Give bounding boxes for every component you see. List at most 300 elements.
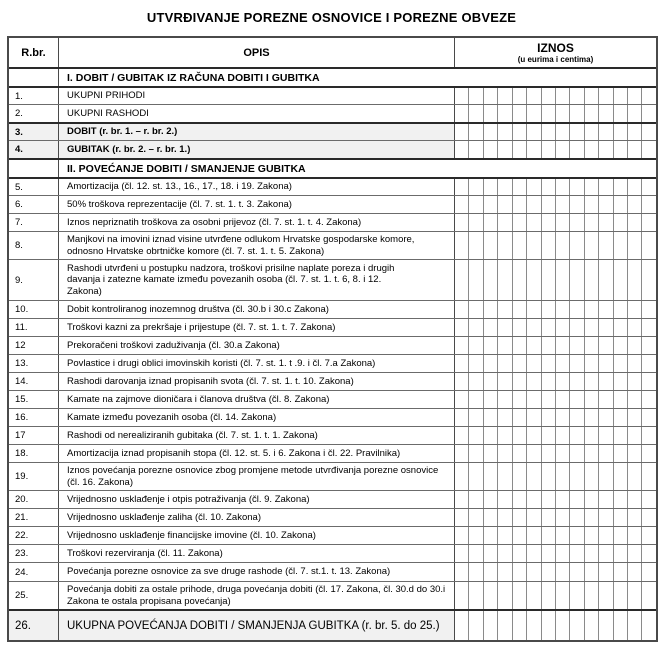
amount-digit-cell: [541, 373, 555, 390]
amount-digit-cell: [468, 563, 482, 581]
amount-digit-cell: [468, 260, 482, 300]
amount-digit-cell: [641, 301, 655, 318]
amount-digit-cell: [598, 88, 612, 104]
amount-digit-cell: [613, 141, 627, 158]
amount-digit-cell: [541, 491, 555, 508]
amount-digit-cell: [468, 105, 482, 122]
amount-digit-cell: [627, 124, 641, 140]
amount-digit-cell: [468, 232, 482, 259]
amount-digit-cell: [455, 373, 468, 390]
amount-digit-cell: [483, 563, 497, 581]
amount-digit-cell: [455, 337, 468, 354]
amount-digit-cell: [584, 545, 598, 562]
table-row-26: [9, 609, 656, 640]
amount-digit-cell: [497, 355, 511, 372]
table-row-6: [9, 195, 656, 213]
row-description: Amortizacija (čl. 12. st. 13., 16., 17., 18. i 19. Zakona): [67, 181, 292, 193]
row-description: Iznos povećanja porezne osnovice zbog promjene metode utvrđivanja porezne osnovice (čl. 16. Zakona): [67, 465, 439, 488]
amount-field[interactable]: [454, 124, 656, 140]
amount-digit-cell: [541, 319, 555, 336]
amount-digit-cell: [512, 124, 526, 140]
amount-digit-cell: [455, 179, 468, 195]
amount-digit-cell: [569, 373, 583, 390]
amount-digit-cell: [613, 355, 627, 372]
page-title: UTVRĐIVANJE POREZNE OSNOVICE I POREZNE OBVEZE: [146, 10, 517, 25]
table-row-23: [9, 544, 656, 562]
amount-digit-cell: [483, 301, 497, 318]
amount-digit-cell: [641, 582, 655, 609]
amount-digit-cell: [526, 232, 540, 259]
amount-field[interactable]: [454, 337, 656, 354]
amount-digit-cell: [455, 563, 468, 581]
amount-digit-cell: [555, 509, 569, 526]
amount-field[interactable]: [454, 509, 656, 526]
amount-digit-cell: [598, 214, 612, 231]
amount-digit-cell: [613, 491, 627, 508]
amount-digit-cell: [526, 427, 540, 444]
amount-digit-cell: [526, 509, 540, 526]
amount-digit-cell: [584, 260, 598, 300]
amount-digit-cell: [468, 545, 482, 562]
amount-digit-cell: [627, 319, 641, 336]
amount-digit-cell: [455, 445, 468, 462]
amount-digit-cell: [497, 179, 511, 195]
row-number: 11.: [9, 319, 59, 336]
amount-field[interactable]: [454, 373, 656, 390]
amount-digit-cell: [555, 463, 569, 490]
amount-digit-cell: [641, 491, 655, 508]
amount-digit-cell: [455, 611, 468, 640]
amount-digit-cell: [526, 491, 540, 508]
amount-digit-cell: [584, 337, 598, 354]
amount-digit-cell: [555, 445, 569, 462]
amount-digit-cell: [541, 527, 555, 544]
table-row-16: [9, 408, 656, 426]
amount-digit-cell: [497, 88, 511, 104]
amount-field[interactable]: [454, 232, 656, 259]
table-row-13: [9, 354, 656, 372]
amount-digit-cell: [483, 545, 497, 562]
amount-digit-cell: [555, 545, 569, 562]
amount-digit-cell: [468, 491, 482, 508]
amount-digit-cell: [512, 563, 526, 581]
amount-digit-cell: [641, 611, 655, 640]
amount-digit-cell: [569, 427, 583, 444]
amount-digit-cell: [627, 409, 641, 426]
table-row-12: [9, 336, 656, 354]
amount-digit-cell: [641, 179, 655, 195]
amount-field[interactable]: [454, 355, 656, 372]
amount-field[interactable]: [454, 491, 656, 508]
table-row-19: [9, 462, 656, 490]
amount-digit-cell: [468, 196, 482, 213]
amount-digit-cell: [497, 196, 511, 213]
table-row-4: [9, 140, 656, 158]
row-number: 21.: [9, 509, 59, 526]
amount-digit-cell: [613, 337, 627, 354]
row-description: 50% troškova reprezentacije (čl. 7. st. 1. t. 3. Zakona): [67, 198, 292, 210]
amount-digit-cell: [613, 527, 627, 544]
amount-digit-cell: [613, 124, 627, 140]
amount-digit-cell: [497, 611, 511, 640]
amount-digit-cell: [598, 179, 612, 195]
amount-digit-cell: [512, 509, 526, 526]
row-number: 12: [9, 337, 59, 354]
amount-digit-cell: [627, 105, 641, 122]
amount-digit-cell: [497, 301, 511, 318]
amount-digit-cell: [598, 301, 612, 318]
amount-digit-cell: [584, 391, 598, 408]
amount-digit-cell: [555, 582, 569, 609]
amount-digit-cell: [584, 491, 598, 508]
amount-field[interactable]: [454, 611, 656, 640]
amount-digit-cell: [598, 611, 612, 640]
amount-digit-cell: [641, 409, 655, 426]
row-description: Rashodi utvrđeni u postupku nadzora, troškovi prisilne naplate poreza i drugih davanja i zatezne kamate između povezanih osoba (čl. 7. st. 1. t. 6, 8. i 12. Zakona): [67, 262, 395, 297]
amount-digit-cell: [526, 373, 540, 390]
amount-digit-cell: [541, 409, 555, 426]
amount-digit-cell: [483, 232, 497, 259]
amount-digit-cell: [584, 509, 598, 526]
table-row-7: [9, 213, 656, 231]
amount-digit-cell: [598, 427, 612, 444]
row-description: Vrijednosno usklađenje financijske imovine (čl. 10. Zakona): [67, 529, 316, 541]
amount-digit-cell: [613, 445, 627, 462]
amount-digit-cell: [497, 509, 511, 526]
amount-digit-cell: [483, 105, 497, 122]
amount-digit-cell: [641, 88, 655, 104]
amount-field[interactable]: [454, 179, 656, 195]
amount-digit-cell: [483, 337, 497, 354]
amount-digit-cell: [613, 563, 627, 581]
amount-digit-cell: [569, 179, 583, 195]
amount-digit-cell: [584, 196, 598, 213]
amount-digit-cell: [613, 545, 627, 562]
row-number: 3.: [9, 124, 59, 140]
amount-digit-cell: [555, 427, 569, 444]
amount-digit-cell: [526, 611, 540, 640]
row-number: 18.: [9, 445, 59, 462]
amount-digit-cell: [512, 527, 526, 544]
amount-digit-cell: [455, 232, 468, 259]
amount-digit-cell: [569, 563, 583, 581]
amount-digit-cell: [455, 509, 468, 526]
amount-digit-cell: [541, 337, 555, 354]
amount-digit-cell: [641, 141, 655, 158]
amount-digit-cell: [584, 88, 598, 104]
amount-digit-cell: [613, 301, 627, 318]
amount-digit-cell: [455, 88, 468, 104]
amount-digit-cell: [569, 260, 583, 300]
amount-digit-cell: [598, 232, 612, 259]
row-description: Troškovi kazni za prekršaje i prijestupe (čl. 7. st. 1. t. 7. Zakona): [67, 321, 336, 333]
amount-digit-cell: [555, 611, 569, 640]
amount-digit-cell: [569, 355, 583, 372]
amount-digit-cell: [555, 196, 569, 213]
section-row-1: [9, 67, 656, 86]
amount-digit-cell: [468, 355, 482, 372]
amount-digit-cell: [584, 232, 598, 259]
amount-field[interactable]: [454, 196, 656, 213]
table-row-14: [9, 372, 656, 390]
table-row-11: [9, 318, 656, 336]
amount-digit-cell: [641, 214, 655, 231]
amount-digit-cell: [627, 196, 641, 213]
row-description: UKUPNI RASHODI: [67, 107, 149, 119]
header-opis: OPIS: [243, 46, 270, 59]
amount-digit-cell: [569, 337, 583, 354]
amount-digit-cell: [627, 179, 641, 195]
amount-digit-cell: [541, 563, 555, 581]
amount-digit-cell: [598, 124, 612, 140]
row-description: Povećanja dobiti za ostale prihode, druga povećanja dobiti (čl. 17. Zakona, čl. 30.d do 30.i Zakona te ostala propisana povećanja): [67, 584, 446, 607]
amount-digit-cell: [512, 373, 526, 390]
amount-digit-cell: [526, 445, 540, 462]
amount-digit-cell: [497, 582, 511, 609]
row-number: 6.: [9, 196, 59, 213]
amount-digit-cell: [598, 491, 612, 508]
amount-digit-cell: [613, 509, 627, 526]
amount-digit-cell: [584, 582, 598, 609]
amount-digit-cell: [569, 88, 583, 104]
amount-digit-cell: [555, 355, 569, 372]
amount-digit-cell: [627, 355, 641, 372]
amount-digit-cell: [468, 214, 482, 231]
amount-digit-cell: [497, 545, 511, 562]
table-row-9: [9, 259, 656, 300]
amount-digit-cell: [613, 391, 627, 408]
amount-digit-cell: [512, 445, 526, 462]
amount-digit-cell: [468, 124, 482, 140]
amount-field[interactable]: [454, 214, 656, 231]
amount-digit-cell: [598, 409, 612, 426]
row-number: 26.: [9, 611, 59, 640]
amount-digit-cell: [555, 232, 569, 259]
amount-digit-cell: [584, 409, 598, 426]
amount-digit-cell: [483, 196, 497, 213]
amount-digit-cell: [526, 179, 540, 195]
amount-digit-cell: [455, 463, 468, 490]
row-description: Amortizacija iznad propisanih stopa (čl. 12. st. 5. i 6. Zakona i čl. 22. Pravilnika): [67, 447, 401, 459]
amount-digit-cell: [455, 260, 468, 300]
amount-digit-cell: [584, 611, 598, 640]
amount-digit-cell: [598, 563, 612, 581]
table-row-18: [9, 444, 656, 462]
amount-field[interactable]: [454, 391, 656, 408]
amount-digit-cell: [455, 582, 468, 609]
amount-digit-cell: [584, 527, 598, 544]
amount-digit-cell: [541, 124, 555, 140]
amount-digit-cell: [512, 301, 526, 318]
amount-digit-cell: [569, 391, 583, 408]
amount-digit-cell: [497, 563, 511, 581]
row-description: Vrijednosno usklađenje zaliha (čl. 10. Zakona): [67, 511, 261, 523]
table-row-21: [9, 508, 656, 526]
header-rbr: R.br.: [9, 38, 59, 67]
amount-digit-cell: [641, 355, 655, 372]
row-number: 22.: [9, 527, 59, 544]
amount-digit-cell: [455, 355, 468, 372]
row-description: Kamate između povezanih osoba (čl. 14. Zakona): [67, 411, 277, 423]
amount-digit-cell: [483, 509, 497, 526]
amount-digit-cell: [627, 391, 641, 408]
amount-digit-cell: [497, 214, 511, 231]
amount-field[interactable]: [454, 301, 656, 318]
amount-digit-cell: [497, 337, 511, 354]
row-number: 1.: [9, 88, 59, 104]
amount-digit-cell: [483, 141, 497, 158]
amount-digit-cell: [512, 232, 526, 259]
amount-field[interactable]: [454, 545, 656, 562]
amount-field[interactable]: [454, 463, 656, 490]
amount-field[interactable]: [454, 141, 656, 158]
amount-digit-cell: [613, 214, 627, 231]
amount-digit-cell: [497, 105, 511, 122]
amount-digit-cell: [468, 88, 482, 104]
amount-digit-cell: [455, 319, 468, 336]
amount-digit-cell: [468, 463, 482, 490]
amount-digit-cell: [641, 196, 655, 213]
amount-field[interactable]: [454, 527, 656, 544]
section-row-2: [9, 158, 656, 177]
row-number: 15.: [9, 391, 59, 408]
amount-digit-cell: [641, 463, 655, 490]
amount-digit-cell: [569, 214, 583, 231]
amount-digit-cell: [483, 582, 497, 609]
amount-digit-cell: [569, 301, 583, 318]
amount-digit-cell: [541, 179, 555, 195]
amount-digit-cell: [497, 260, 511, 300]
amount-digit-cell: [627, 445, 641, 462]
amount-digit-cell: [455, 214, 468, 231]
table-row-1: [9, 86, 656, 104]
row-description: Iznos nepriznatih troškova za osobni prijevoz (čl. 7. st. 1. t. 4. Zakona): [67, 216, 362, 228]
row-description: Rashodi od nerealiziranih gubitaka (čl. 7. st. 1. t. 1. Zakona): [67, 429, 318, 441]
amount-digit-cell: [455, 141, 468, 158]
row-description: Troškovi rezerviranja (čl. 11. Zakona): [67, 547, 223, 559]
amount-digit-cell: [569, 105, 583, 122]
amount-digit-cell: [555, 409, 569, 426]
amount-digit-cell: [569, 124, 583, 140]
amount-digit-cell: [512, 427, 526, 444]
amount-digit-cell: [526, 337, 540, 354]
amount-digit-cell: [468, 141, 482, 158]
amount-digit-cell: [598, 509, 612, 526]
amount-digit-cell: [468, 582, 482, 609]
amount-digit-cell: [455, 105, 468, 122]
row-description: Povećanja porezne osnovice za sve druge rashode (čl. 7. st.1. t. 13. Zakona): [67, 566, 391, 578]
row-number: 25.: [9, 582, 59, 609]
amount-digit-cell: [455, 391, 468, 408]
amount-digit-cell: [641, 337, 655, 354]
section-label: I. DOBIT / GUBITAK IZ RAČUNA DOBITI I GUBITKA: [67, 71, 320, 84]
amount-digit-cell: [627, 260, 641, 300]
amount-digit-cell: [497, 319, 511, 336]
amount-field[interactable]: [454, 88, 656, 104]
amount-field[interactable]: [454, 427, 656, 444]
amount-digit-cell: [598, 355, 612, 372]
amount-digit-cell: [613, 88, 627, 104]
amount-digit-cell: [512, 355, 526, 372]
amount-digit-cell: [468, 427, 482, 444]
amount-digit-cell: [584, 141, 598, 158]
amount-digit-cell: [468, 337, 482, 354]
amount-digit-cell: [483, 409, 497, 426]
amount-digit-cell: [541, 88, 555, 104]
row-number: [9, 69, 59, 86]
amount-field[interactable]: [454, 563, 656, 581]
amount-digit-cell: [584, 463, 598, 490]
amount-digit-cell: [483, 124, 497, 140]
amount-digit-cell: [483, 391, 497, 408]
amount-digit-cell: [526, 319, 540, 336]
amount-digit-cell: [483, 88, 497, 104]
amount-digit-cell: [455, 196, 468, 213]
amount-digit-cell: [512, 214, 526, 231]
amount-field[interactable]: [454, 105, 656, 122]
row-number: 9.: [9, 260, 59, 300]
amount-digit-cell: [555, 373, 569, 390]
amount-digit-cell: [468, 527, 482, 544]
amount-digit-cell: [555, 105, 569, 122]
amount-digit-cell: [627, 427, 641, 444]
amount-field[interactable]: [454, 319, 656, 336]
amount-digit-cell: [468, 319, 482, 336]
amount-digit-cell: [569, 545, 583, 562]
table-row-2: [9, 104, 656, 122]
amount-digit-cell: [468, 391, 482, 408]
amount-digit-cell: [584, 301, 598, 318]
amount-digit-cell: [526, 124, 540, 140]
amount-digit-cell: [613, 105, 627, 122]
amount-digit-cell: [455, 491, 468, 508]
amount-digit-cell: [584, 427, 598, 444]
table-row-3: [9, 122, 656, 140]
amount-digit-cell: [483, 445, 497, 462]
amount-field[interactable]: [454, 260, 656, 300]
amount-digit-cell: [627, 88, 641, 104]
amount-digit-cell: [526, 88, 540, 104]
amount-digit-cell: [497, 391, 511, 408]
header-row: [9, 38, 656, 67]
amount-digit-cell: [613, 463, 627, 490]
amount-digit-cell: [555, 124, 569, 140]
amount-digit-cell: [627, 301, 641, 318]
amount-digit-cell: [541, 427, 555, 444]
row-description: Prekoračeni troškovi zaduživanja (čl. 30.a Zakona): [67, 339, 280, 351]
amount-digit-cell: [627, 509, 641, 526]
form-table: [7, 36, 658, 642]
amount-digit-cell: [598, 337, 612, 354]
amount-digit-cell: [512, 196, 526, 213]
amount-digit-cell: [555, 214, 569, 231]
amount-digit-cell: [541, 355, 555, 372]
amount-digit-cell: [541, 509, 555, 526]
amount-digit-cell: [455, 545, 468, 562]
amount-digit-cell: [569, 445, 583, 462]
amount-digit-cell: [468, 301, 482, 318]
amount-field[interactable]: [454, 582, 656, 609]
amount-digit-cell: [541, 463, 555, 490]
amount-digit-cell: [483, 491, 497, 508]
amount-digit-cell: [598, 445, 612, 462]
amount-digit-cell: [613, 373, 627, 390]
amount-field[interactable]: [454, 409, 656, 426]
amount-digit-cell: [584, 214, 598, 231]
amount-digit-cell: [569, 582, 583, 609]
amount-digit-cell: [497, 491, 511, 508]
amount-field[interactable]: [454, 445, 656, 462]
